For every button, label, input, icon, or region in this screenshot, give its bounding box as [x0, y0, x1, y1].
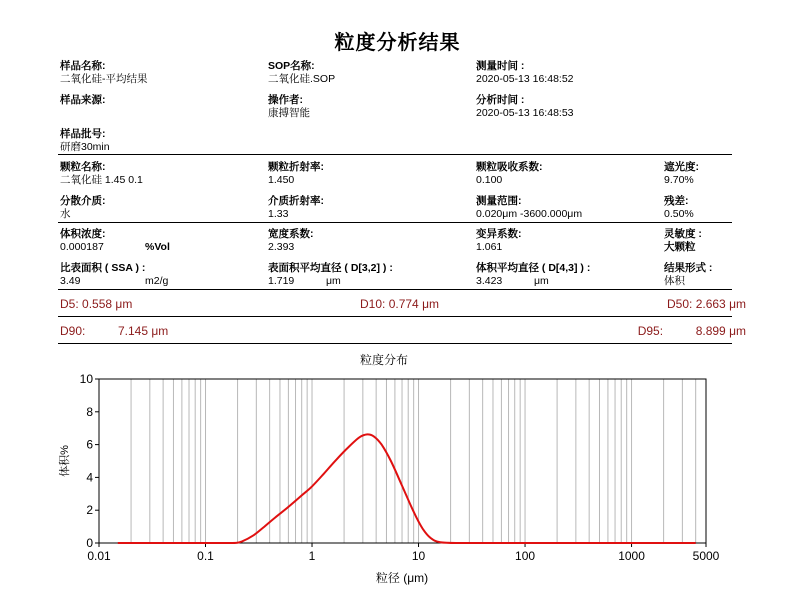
d90-label: D90:	[60, 324, 86, 338]
y-tick-label: 10	[79, 372, 93, 386]
d90-row	[60, 324, 168, 338]
x-tick-label: 1000	[618, 549, 645, 563]
sample-source-label: 样品来源:	[60, 94, 106, 106]
sensitivity-value: 大颗粒	[664, 241, 696, 253]
uniformity-label: 变异系数:	[476, 228, 522, 240]
divider	[58, 316, 732, 317]
divider	[58, 154, 732, 155]
obscuration-value: 9.70%	[664, 174, 694, 186]
particle-name-value: 二氧化硅 1.45 0.1	[60, 174, 143, 186]
d50-row	[667, 297, 746, 311]
result-form-value: 体积	[664, 275, 685, 287]
x-axis-label: 粒径 (μm)	[375, 571, 429, 585]
vol-conc-unit: %Vol	[145, 241, 170, 253]
vol-conc-value: 0.000187	[60, 241, 104, 253]
y-tick-label: 2	[86, 503, 93, 518]
x-tick-label: 100	[515, 549, 536, 563]
d32-unit: μm	[326, 275, 341, 287]
particle-ri-value: 1.450	[268, 174, 295, 186]
d50-unit: μm	[729, 297, 746, 311]
d10-label: D10:	[360, 297, 386, 311]
d43-value: 3.423	[476, 275, 503, 287]
x-tick-label: 5000	[692, 549, 720, 563]
divider	[58, 222, 732, 223]
particle-abs-label: 颗粒吸收系数:	[476, 161, 543, 173]
d5-row	[60, 297, 132, 311]
ssa-value: 3.49	[60, 275, 81, 287]
residual-value: 0.50%	[664, 208, 694, 220]
range-value: 0.020μm -3600.000μm	[476, 208, 583, 220]
ssa-label: 比表面积 ( SSA ) :	[60, 262, 146, 274]
dispersant-label: 分散介质:	[60, 195, 106, 207]
d5-label: D5:	[60, 297, 79, 311]
medium-ri-value: 1.33	[268, 208, 289, 220]
operator-value: 康搏智能	[268, 107, 310, 119]
range-label: 测量范围:	[476, 195, 522, 207]
particle-size-chart	[0, 350, 795, 600]
chart-grid	[131, 379, 696, 543]
d5-value: 0.558	[82, 297, 113, 311]
sample-name-value: 二氧化硅-平均结果	[60, 73, 148, 85]
divider	[58, 343, 732, 344]
y-axis	[80, 372, 99, 550]
result-form-label: 结果形式 :	[664, 262, 713, 274]
particle-name-label: 颗粒名称:	[60, 161, 106, 173]
distribution-line	[118, 434, 696, 543]
analysis-time-label: 分析时间 :	[476, 94, 525, 106]
span-value: 2.393	[268, 241, 295, 253]
d95-value: 8.899	[695, 324, 726, 338]
y-tick-label: 6	[86, 437, 93, 452]
y-axis-label: 体积%	[59, 445, 71, 477]
x-tick-label: 0.01	[87, 549, 111, 563]
report-title: 粒度分析结果	[334, 32, 461, 54]
operator-label: 操作者:	[268, 94, 303, 106]
vol-conc-label: 体积浓度:	[60, 228, 106, 240]
y-tick-label: 8	[86, 404, 93, 419]
analysis-time-value: 2020-05-13 16:48:53	[476, 107, 574, 119]
x-tick-label: 1	[308, 549, 316, 563]
sop-name-value: 二氧化硅.SOP	[268, 73, 336, 85]
y-tick-label: 0	[86, 536, 93, 550]
d32-value: 1.719	[268, 275, 295, 287]
sample-name-label: 样品名称:	[60, 60, 106, 72]
d90-unit: μm	[151, 324, 169, 338]
d10-row	[360, 297, 439, 311]
d95-label: D95:	[637, 324, 664, 338]
particle-ri-label: 颗粒折射率:	[268, 161, 324, 173]
d95-unit: μm	[729, 324, 746, 338]
ssa-unit: m2/g	[145, 275, 169, 287]
particle-abs-value: 0.100	[476, 174, 503, 186]
x-axis	[87, 543, 719, 563]
dispersant-value: 水	[60, 208, 71, 220]
d43-label: 体积平均直径 ( D[4,3] ) :	[476, 262, 591, 274]
d32-label: 表面积平均直径 ( D[3,2] ) :	[268, 262, 393, 274]
batch-value: 研磨30min	[60, 141, 110, 153]
sop-name-label: SOP名称:	[268, 60, 315, 72]
x-tick-label: 0.1	[197, 549, 214, 563]
measure-time-label: 测量时间 :	[476, 60, 525, 72]
d43-unit: μm	[534, 275, 549, 287]
d10-value: 0.774	[388, 297, 419, 311]
chart-title: 粒度分布	[359, 353, 409, 367]
d10-unit: μm	[422, 297, 439, 311]
residual-label: 残差:	[664, 195, 689, 207]
d5-unit: μm	[115, 297, 133, 311]
divider	[58, 289, 732, 290]
obscuration-label: 遮光度:	[664, 161, 699, 173]
medium-ri-label: 介质折射率:	[268, 195, 324, 207]
d95-row	[638, 324, 746, 338]
sensitivity-label: 灵敏度 :	[664, 228, 702, 240]
batch-label: 样品批号:	[60, 128, 106, 140]
measure-time-value: 2020-05-13 16:48:52	[476, 73, 574, 85]
d50-value: 2.663	[695, 297, 726, 311]
y-tick-label: 4	[86, 470, 93, 485]
d50-label: D50:	[667, 297, 693, 311]
span-label: 宽度系数:	[268, 228, 314, 240]
d90-value: 7.145	[118, 324, 149, 338]
uniformity-value: 1.061	[476, 241, 503, 253]
x-tick-label: 10	[411, 549, 426, 563]
